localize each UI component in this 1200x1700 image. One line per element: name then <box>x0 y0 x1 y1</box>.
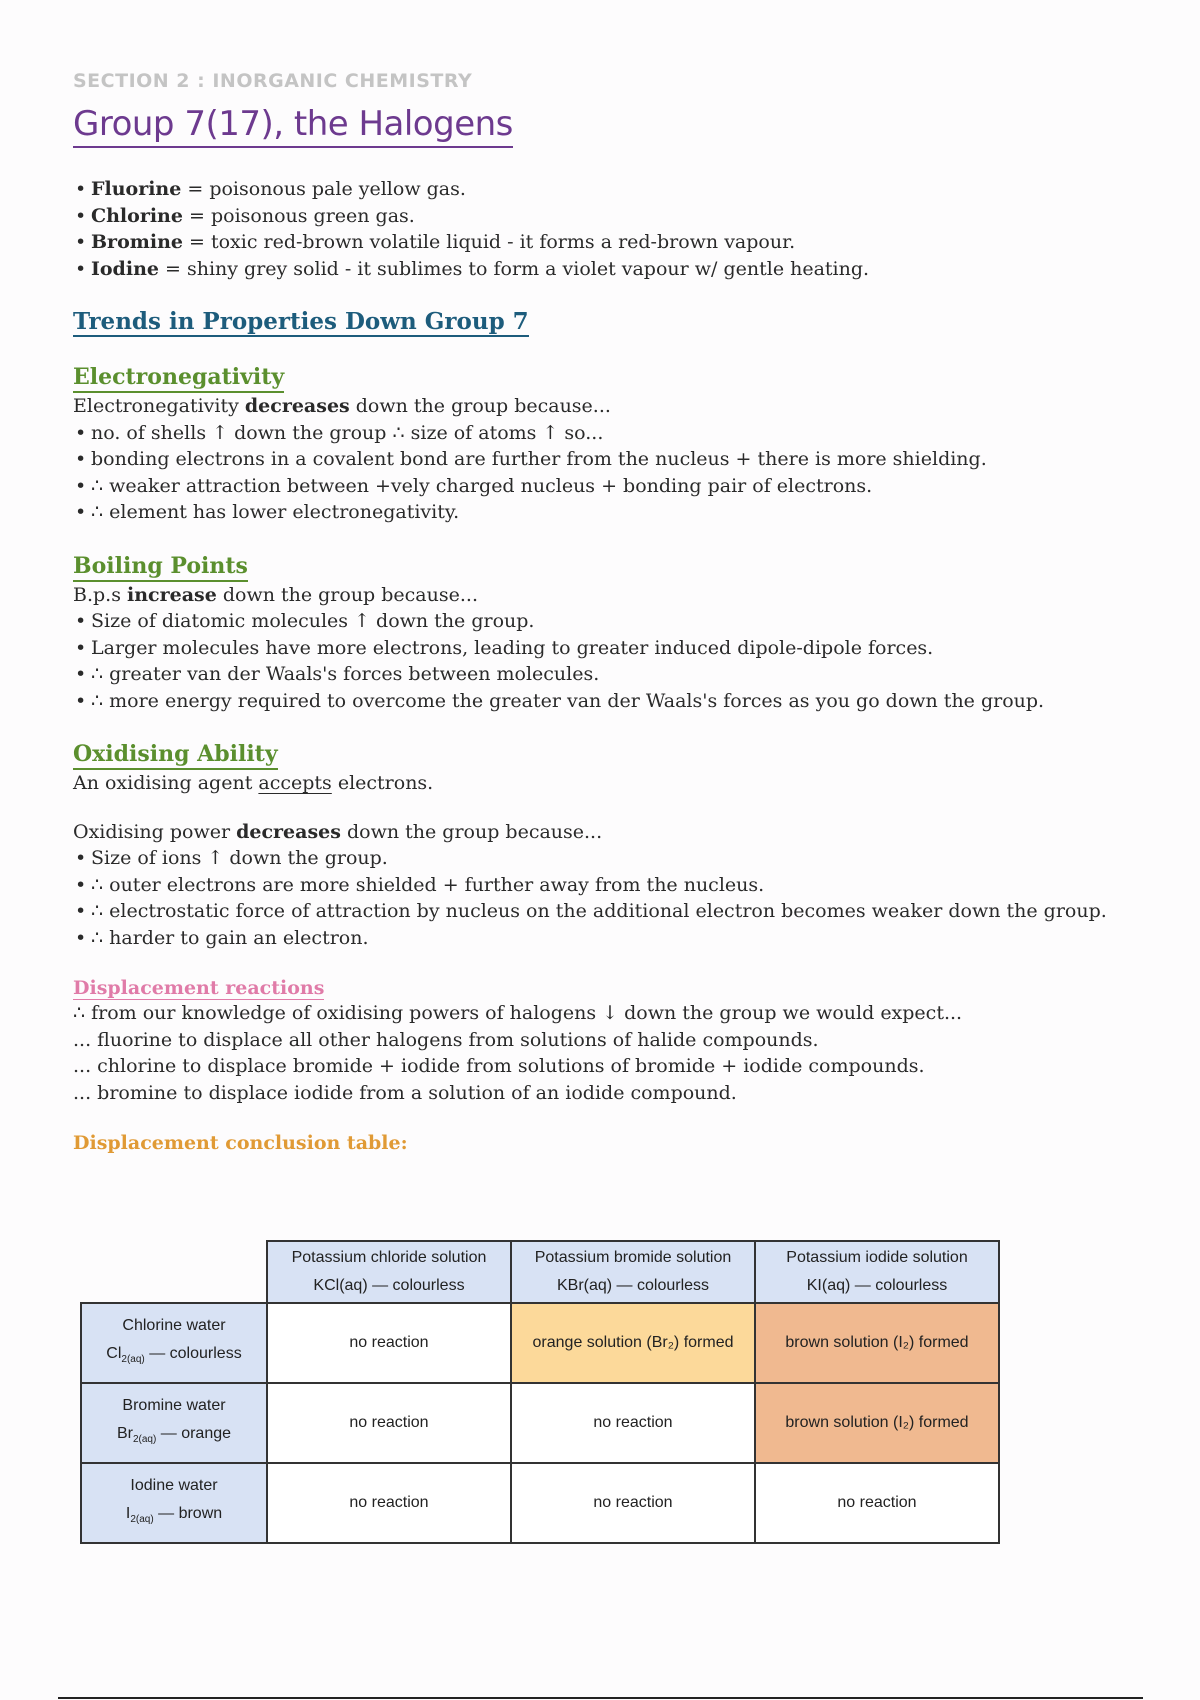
column-header: Potassium bromide solution KBr(aq) — colourless <box>511 1241 755 1303</box>
table-cell: brown solution (I₂) formed <box>755 1303 999 1383</box>
table-cell: no reaction <box>755 1463 999 1543</box>
electronegativity-heading: Electronegativity <box>73 363 284 393</box>
oxidising-section <box>73 740 1153 951</box>
table-cell: no reaction <box>267 1303 511 1383</box>
list-item: • Size of ions ↑ down the group. <box>73 845 1153 872</box>
displacement-line: ... bromine to displace iodide from a solution of an iodide compound. <box>73 1081 737 1104</box>
list-item: • Larger molecules have more electrons, leading to greater induced dipole-dipole forces. <box>73 635 1153 662</box>
boiling-points-heading: Boiling Points <box>73 552 248 582</box>
list-item: • ∴ element has lower electronegativity. <box>73 499 1153 526</box>
column-header: Potassium chloride solution KCl(aq) — colourless <box>267 1241 511 1303</box>
notes-page <box>73 70 1153 1154</box>
table-row <box>81 1383 999 1463</box>
row-header: Chlorine water $Cl_{2(aq)}$ — colourless <box>81 1303 267 1383</box>
table-cell: no reaction <box>267 1383 511 1463</box>
electronegativity-section <box>73 363 1153 526</box>
oxidising-heading: Oxidising Ability <box>73 740 278 770</box>
oxidising-intro: Oxidising power decreases down the group because... <box>73 820 603 843</box>
table-row <box>81 1303 999 1383</box>
list-item: • Fluorine = poisonous pale yellow gas. <box>73 176 1153 203</box>
list-item: • ∴ electrostatic force of attraction by nucleus on the additional electron becomes weaker down the group. <box>73 898 1153 925</box>
list-item: • Chlorine = poisonous green gas. <box>73 203 1153 230</box>
displacement-line: ... fluorine to displace all other halogens from solutions of halide compounds. <box>73 1028 819 1051</box>
halogen-facts-list <box>73 176 1153 282</box>
divider <box>58 1697 1143 1699</box>
table-row <box>81 1463 999 1543</box>
displacement-section <box>73 977 1153 1154</box>
table-cell: brown solution (I₂) formed <box>755 1383 999 1463</box>
list-item: • Iodine = shiny grey solid - it sublimes to form a violet vapour w/ gentle heating. <box>73 256 1153 283</box>
displacement-line: ∴ from our knowledge of oxidising powers of halogens ↓ down the group we would expect... <box>73 1002 963 1024</box>
table-cell: no reaction <box>511 1463 755 1543</box>
list-item: • ∴ greater van der Waals's forces between molecules. <box>73 661 1153 688</box>
displacement-heading: Displacement reactions <box>73 977 325 999</box>
page-title: Group 7(17), the Halogens <box>73 104 513 148</box>
oxidising-definition: An oxidising agent accepts electrons. <box>73 772 434 794</box>
boiling-points-intro: B.p.s increase down the group because... <box>73 583 478 606</box>
table-corner <box>81 1241 267 1303</box>
list-item: • ∴ harder to gain an electron. <box>73 925 1153 952</box>
list-item: • ∴ outer electrons are more shielded + further away from the nucleus. <box>73 872 1153 899</box>
displacement-line: ... chlorine to displace bromide + iodide from solutions of bromide + iodide compounds. <box>73 1055 925 1077</box>
list-item: • no. of shells ↑ down the group ∴ size of atoms ↑ so... <box>73 420 1153 447</box>
displacement-table <box>80 1240 1000 1544</box>
list-item: • Bromine = toxic red-brown volatile liquid - it forms a red-brown vapour. <box>73 229 1153 256</box>
table-cell: no reaction <box>511 1383 755 1463</box>
row-header: Iodine water $I_{2(aq)}$ — brown <box>81 1463 267 1543</box>
list-item: • bonding electrons in a covalent bond are further from the nucleus + there is more shielding. <box>73 446 1153 473</box>
section-label: SECTION 2 : INORGANIC CHEMISTRY <box>73 70 473 92</box>
table-heading: Displacement conclusion table: <box>73 1132 408 1154</box>
table-cell: no reaction <box>267 1463 511 1543</box>
electronegativity-intro: Electronegativity decreases down the group because... <box>73 395 611 417</box>
trends-heading: Trends in Properties Down Group 7 <box>73 308 529 335</box>
column-header: Potassium iodide solution KI(aq) — colourless <box>755 1241 999 1303</box>
list-item: • Size of diatomic molecules ↑ down the group. <box>73 608 1153 635</box>
table-cell: orange solution (Br₂) formed <box>511 1303 755 1383</box>
list-item: • ∴ weaker attraction between +vely charged nucleus + bonding pair of electrons. <box>73 473 1153 500</box>
boiling-points-section <box>73 552 1153 715</box>
row-header: Bromine water $Br_{2(aq)}$ — orange <box>81 1383 267 1463</box>
list-item: • ∴ more energy required to overcome the greater van der Waals's forces as you go down the group. <box>73 688 1153 715</box>
